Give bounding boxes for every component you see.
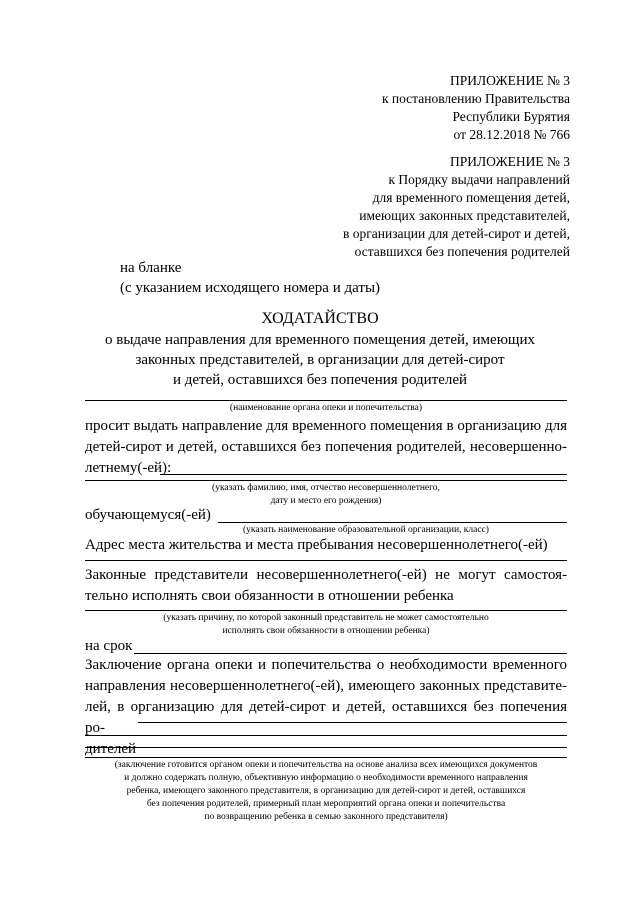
- request-line: детей-сирот и детей, оставшихся без попечения родителей, несовершенно-: [85, 439, 567, 455]
- child-info-field: [85, 480, 567, 481]
- term-field: [134, 653, 567, 654]
- header-line: оставшихся без попечения родителей: [354, 244, 570, 259]
- hint-line: по возвращению ребенка в семью законного представителя): [204, 812, 448, 822]
- hint-line: и должно содержать полную, объективную информацию о необходимости временного направления: [124, 773, 528, 783]
- reason-hint: [85, 612, 567, 638]
- header-line: к Порядку выдачи направлений: [388, 172, 570, 187]
- hint-line: (заключение готовится органом опеки и попечительства на основе анализа всех имеющихся документов: [114, 760, 538, 770]
- hint-line: ребенка, имеющего законного представителя, в организацию для детей-сирот и детей, оставшихся: [126, 786, 526, 796]
- letterhead-line: (с указанием исходящего номера и даты): [120, 280, 381, 296]
- hint-line: (указать фамилию, имя, отчество несовершеннолетнего,: [212, 483, 440, 493]
- hint-line: без попечения родителей, примерный план мероприятий органа опеки и попечительства: [146, 799, 506, 809]
- conclusion-line: направления несовершеннолетнего(-ей), имеющего законных представите-: [85, 678, 567, 694]
- conclusion-hint: [75, 759, 577, 824]
- child-inline-field: [160, 474, 567, 475]
- header-line: к постановлению Правительства: [381, 91, 570, 106]
- conclusion-field: [85, 735, 567, 736]
- conclusion-field: [85, 757, 567, 758]
- document-subtitle: [0, 330, 640, 390]
- conclusion-field: [85, 747, 567, 748]
- representatives-line: Законные представители несовершеннолетнего(-ей) не могут самостоя-: [85, 567, 567, 583]
- header-line: для временного помещения детей,: [372, 190, 570, 205]
- representatives-line: тельно исполнять свои обязанности в отношении ребенка: [85, 588, 454, 604]
- term-label: на срок: [85, 638, 133, 654]
- document-title: ХОДАТАЙСТВО: [261, 310, 379, 327]
- hint-line: исполнять свои обязанности в отношении ребенка): [222, 626, 430, 636]
- header-line: имеющих законных представителей,: [359, 208, 570, 223]
- hint-line: (указать причину, по которой законный представитель не может самостоятельно: [163, 613, 489, 623]
- conclusion-line: дителей: [85, 741, 137, 757]
- conclusion-line: лей, в организацию для детей-сирот и детей, оставшихся без попечения ро-: [85, 699, 567, 736]
- subtitle-line: законных представителей, в организации для детей-сирот: [135, 352, 505, 368]
- organ-name-hint: (наименование органа опеки и попечительства): [229, 403, 423, 413]
- appendix-header-procedure: [343, 153, 570, 261]
- school-hint: (указать наименование образовательной организации, класс): [243, 525, 489, 535]
- conclusion-line: Заключение органа опеки и попечительства о необходимости временного: [85, 657, 567, 673]
- header-line: ПРИЛОЖЕНИЕ № 3: [449, 154, 570, 169]
- request-line: летнему(-ей):: [85, 460, 172, 476]
- subtitle-line: и детей, оставшихся без попечения родителей: [172, 372, 468, 388]
- conclusion-paragraph: [85, 655, 567, 760]
- conclusion-field: [138, 722, 567, 723]
- header-line: ПРИЛОЖЕНИЕ № 3: [449, 73, 570, 88]
- header-line: от 28.12.2018 № 766: [453, 127, 570, 142]
- letterhead-note: [120, 258, 380, 298]
- request-line: просит выдать направление для временного помещения в организацию для: [85, 418, 567, 434]
- student-label: обучающемуся(-ей): [85, 507, 211, 523]
- letterhead-line: на бланке: [120, 260, 182, 276]
- appendix-header-government: [382, 72, 570, 144]
- organ-name-field: [85, 400, 567, 401]
- subtitle-line: о выдаче направления для временного помещения детей, имеющих: [105, 332, 535, 348]
- representatives-paragraph: [85, 565, 567, 607]
- reason-field: [85, 610, 567, 611]
- address-label: Адрес места жительства и места пребывания несовершеннолетнего(-ей): [85, 537, 548, 553]
- request-paragraph: [85, 416, 567, 479]
- hint-line: дату и место его рождения): [270, 496, 382, 506]
- header-line: в организации для детей-сирот и детей,: [342, 226, 570, 241]
- header-line: Республики Бурятия: [452, 109, 570, 124]
- address-field: [85, 560, 567, 561]
- school-field: [218, 522, 567, 523]
